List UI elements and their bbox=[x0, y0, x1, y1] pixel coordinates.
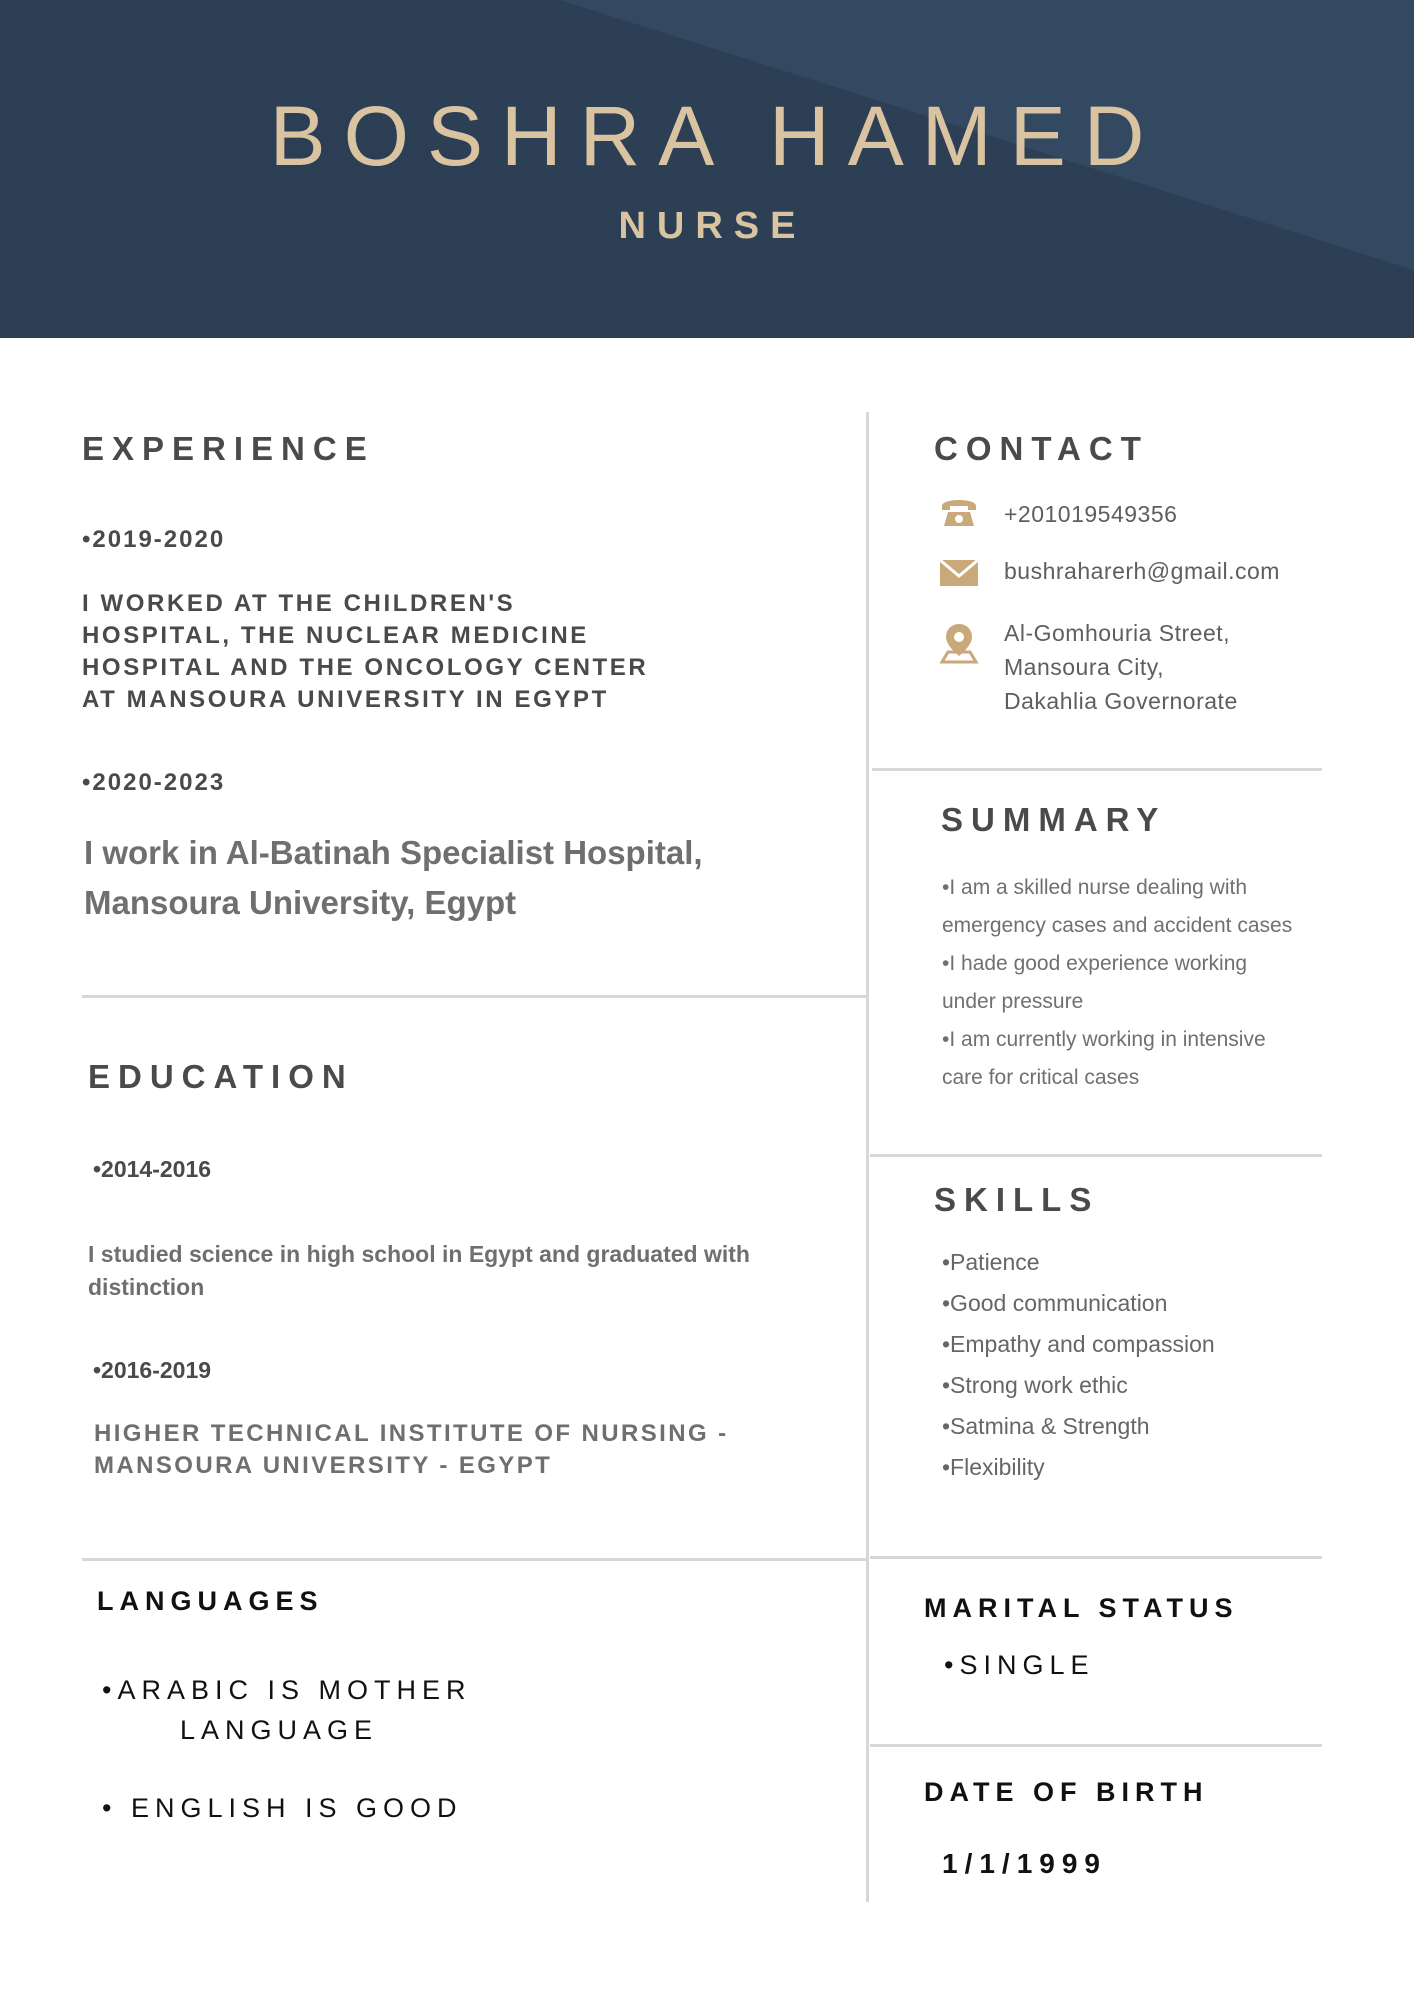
experience-heading: EXPERIENCE bbox=[82, 430, 375, 467]
summary-text: •I am a skilled nurse dealing with emergency cases and accident cases •I hade good experience working under pressure •I am currently working in intensive care for critical cases bbox=[942, 876, 1293, 1089]
language-arabic: •ARABIC IS MOTHER LANGUAGE bbox=[102, 1675, 472, 1745]
skill-item: •Strong work ethic bbox=[942, 1372, 1128, 1398]
header-banner bbox=[0, 0, 1414, 338]
envelope-icon bbox=[938, 552, 980, 594]
divider-education-languages bbox=[82, 1558, 866, 1561]
skill-item: •Empathy and compassion bbox=[942, 1331, 1215, 1357]
contact-email[interactable]: bushraharerh@gmail.com bbox=[1004, 558, 1280, 584]
divider-summary-skills bbox=[870, 1154, 1322, 1157]
marital-status-heading: MARITAL STATUS bbox=[924, 1593, 1239, 1623]
language-english: • ENGLISH IS GOOD bbox=[102, 1793, 463, 1823]
education-period-1: •2014-2016 bbox=[93, 1156, 212, 1182]
date-of-birth-heading: DATE OF BIRTH bbox=[924, 1777, 1209, 1807]
date-of-birth-value: 1/1/1999 bbox=[942, 1848, 1107, 1879]
contact-address-row bbox=[938, 622, 980, 664]
contact-phone[interactable]: +201019549356 bbox=[1004, 501, 1178, 527]
contact-heading: CONTACT bbox=[934, 430, 1149, 467]
education-period-2: •2016-2019 bbox=[93, 1357, 212, 1383]
skills-heading: SKILLS bbox=[934, 1181, 1100, 1218]
experience-period-2: •2020-2023 bbox=[82, 769, 226, 796]
divider-experience-education bbox=[82, 995, 866, 998]
person-name: BOSHRA HAMED bbox=[269, 89, 1163, 183]
summary-heading: SUMMARY bbox=[941, 801, 1167, 838]
skills-list bbox=[942, 1242, 1215, 1488]
education-heading: EDUCATION bbox=[88, 1058, 354, 1095]
marital-status-value: •SINGLE bbox=[944, 1650, 1095, 1680]
experience-description-1: I WORKED AT THE CHILDREN'S HOSPITAL, THE NUCLEAR MEDICINE HOSPITAL AND THE ONCOLOGY CENTER AT MANSOURA UNIVERSITY IN EGYPT bbox=[82, 590, 649, 713]
skill-item: •Flexibility bbox=[942, 1454, 1045, 1480]
column-divider bbox=[866, 412, 869, 1902]
divider-marital-birth bbox=[870, 1744, 1322, 1747]
experience-description-2: I work in Al-Batinah Specialist Hospital, Mansoura University, Egypt bbox=[84, 834, 703, 921]
divider-skills-marital bbox=[870, 1556, 1322, 1559]
skill-item: •Satmina & Strength bbox=[942, 1413, 1150, 1439]
divider-contact-summary bbox=[872, 768, 1322, 771]
education-description-2: HIGHER TECHNICAL INSTITUTE OF NURSING - MANSOURA UNIVERSITY - EGYPT bbox=[94, 1420, 729, 1479]
job-title: NURSE bbox=[618, 205, 807, 247]
contact-email-row bbox=[938, 552, 980, 594]
skill-item: •Good communication bbox=[942, 1290, 1168, 1316]
skill-item: •Patience bbox=[942, 1249, 1040, 1275]
location-pin-icon bbox=[938, 622, 980, 664]
contact-address: Al-Gomhouria Street, Mansoura City, Dakahlia Governorate bbox=[1004, 620, 1238, 714]
education-description-1: I studied science in high school in Egypt and graduated with distinction bbox=[88, 1241, 750, 1300]
phone-icon bbox=[938, 492, 980, 534]
contact-phone-row bbox=[938, 492, 980, 534]
experience-period-1: •2019-2020 bbox=[82, 526, 226, 553]
languages-heading: LANGUAGES bbox=[97, 1586, 324, 1616]
